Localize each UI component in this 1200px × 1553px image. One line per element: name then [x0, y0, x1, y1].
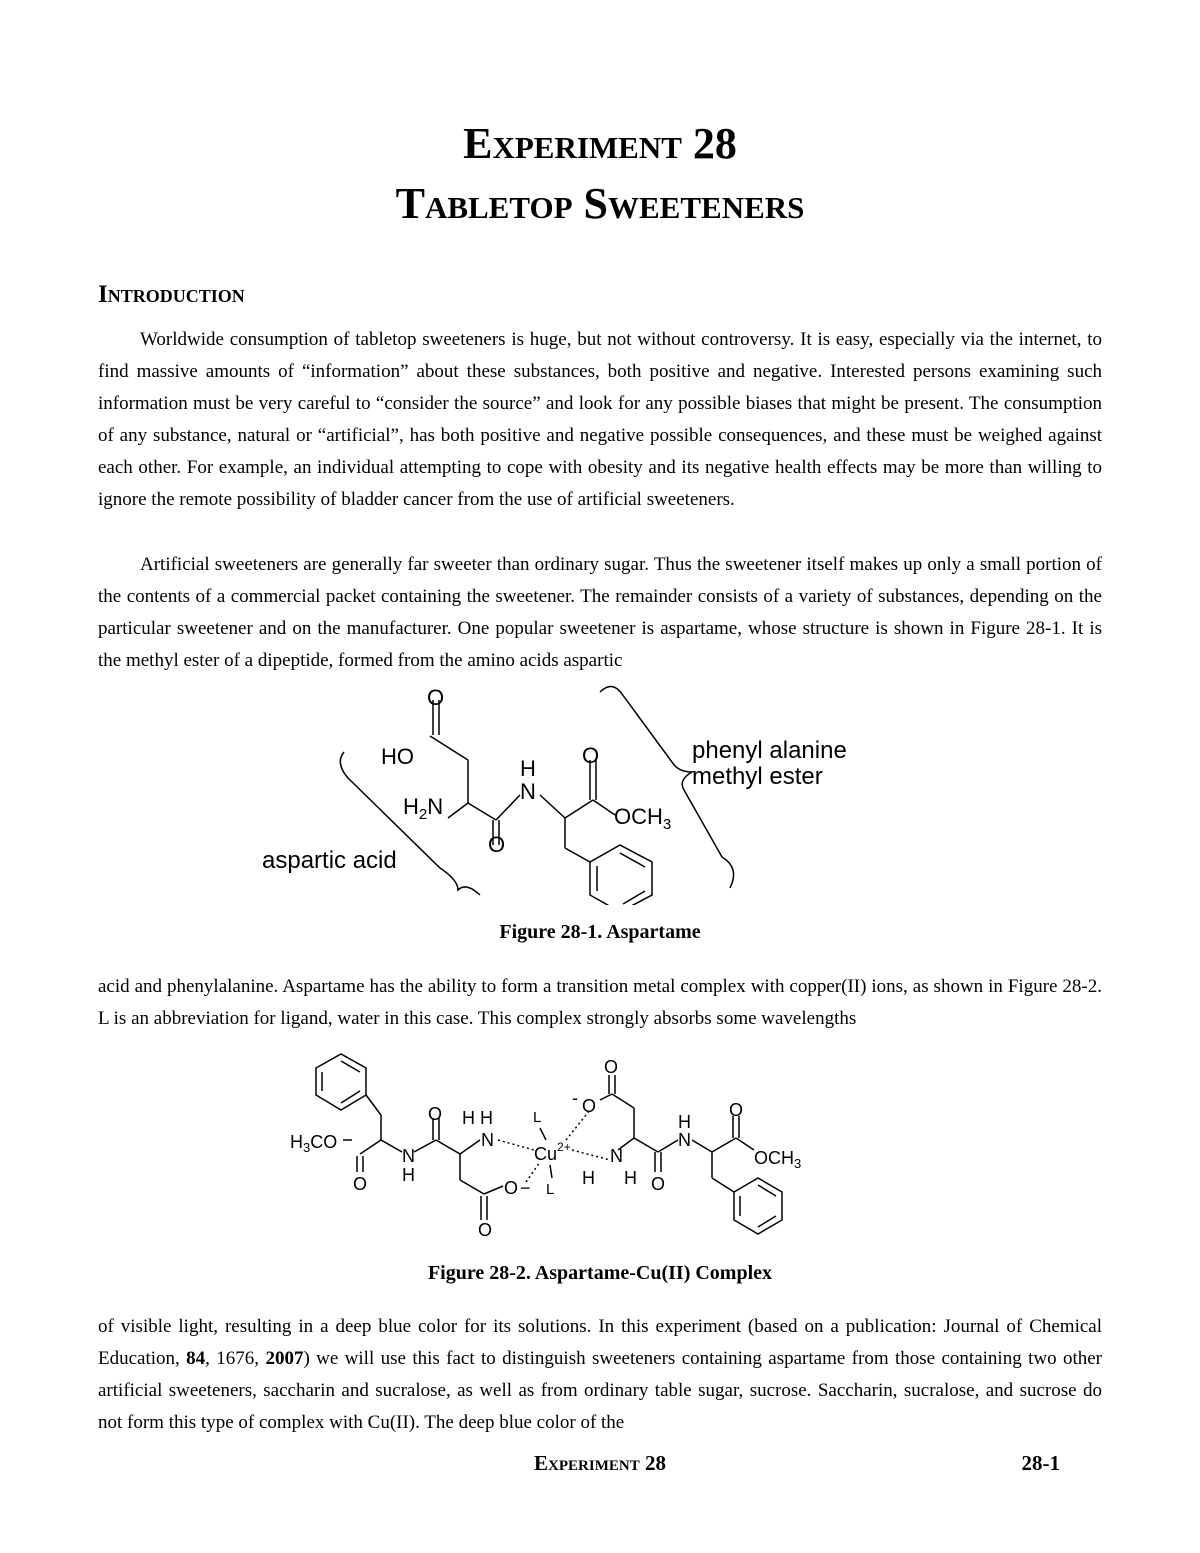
label-phenyl-alanine: phenyl alanine: [692, 737, 847, 764]
atom-label: $H_3CO$: [290, 1132, 338, 1155]
paragraph-2: Artificial sweeteners are generally far sweeter than ordinary sugar. Thus the sweetener itself makes up only a small portion of the contents of a commercial packet containing the sweetener. The remainder consists of a variety of substances, depending on the particular sweetener and on the manufacturer. One popular sweetener is aspartame, whose structure is shown in Figure 28-1. It is the methyl ester of a dipeptide, formed from the amino acids aspartic: [98, 554, 1102, 671]
journal-volume: 84: [186, 1348, 206, 1369]
figure-aspartame-copper-complex: [0, 1050, 1200, 1250]
bond: [600, 1094, 612, 1100]
bond: [360, 1140, 381, 1154]
bond: [620, 853, 645, 867]
bond: [366, 1095, 381, 1115]
atom-label: O: [488, 832, 506, 857]
journal-year: 2007: [265, 1348, 304, 1369]
coordination-bond: [572, 1150, 610, 1160]
bond: [414, 1140, 436, 1152]
experiment-number-title: Experiment 28: [463, 119, 737, 168]
section-heading-introduction: Introduction: [98, 281, 245, 308]
bond: [658, 1140, 678, 1152]
atom-label: O: [582, 743, 600, 768]
bond: [436, 1140, 460, 1154]
atom-label: N: [610, 1146, 623, 1166]
bond: [540, 795, 565, 818]
label-methyl-ester: methyl ester: [692, 763, 823, 790]
bond: [612, 1094, 634, 1108]
atom-label: -: [572, 1088, 578, 1108]
bond: [430, 736, 468, 760]
footer-experiment: Experiment 28: [534, 1451, 666, 1475]
bond: [540, 1128, 546, 1140]
atom-label: O: [604, 1057, 619, 1077]
atom-label: O: [427, 685, 445, 710]
atom-label: $Cu^{2+}$: [534, 1140, 571, 1164]
paragraph-3: acid and phenylalanine. Aspartame has the ability to form a transition metal complex with copper(II) ions, as shown in Figure 28-2. L is an abbreviation for ligand, water in this case. This complex strongly absorbs some wavelengths: [98, 976, 1102, 1029]
footer-page-number: 28-1: [1021, 1451, 1060, 1475]
bond: [593, 800, 615, 815]
benzene-ring-right: [734, 1178, 782, 1234]
bond: [468, 803, 496, 820]
bond: [496, 795, 520, 820]
atom-label: $OCH_3$: [614, 804, 672, 833]
bond: [712, 1178, 734, 1192]
atom-label: H: [678, 1112, 691, 1132]
figure-aspartame-structure: [0, 680, 1200, 905]
atom-label: O: [582, 1096, 597, 1116]
atom-label: O: [353, 1174, 368, 1194]
bond: [460, 1140, 480, 1154]
bond: [736, 1138, 754, 1150]
atom-label: O: [478, 1220, 493, 1240]
bond: [634, 1138, 658, 1152]
bond: [381, 1140, 402, 1152]
atom-label: $H_2N$: [403, 794, 444, 823]
atom-label: N: [520, 779, 536, 804]
figure-2-caption: Figure 28-2. Aspartame-Cu(II) Complex: [427, 1262, 773, 1284]
atom-label: O: [651, 1174, 666, 1194]
atom-label: N: [678, 1130, 691, 1150]
bond: [484, 1186, 503, 1194]
atom-label: H: [480, 1108, 493, 1128]
coordination-bond: [498, 1140, 534, 1150]
atom-label: H: [520, 756, 536, 781]
bond: [550, 1165, 552, 1178]
figure-1-caption: Figure 28-1. Aspartame: [499, 921, 701, 943]
atom-label: $OCH_3$: [754, 1148, 802, 1171]
atom-label: H: [462, 1108, 475, 1128]
atom-label: H: [624, 1168, 637, 1188]
atom-label: O: [428, 1104, 443, 1124]
atom-label: L: [533, 1109, 542, 1126]
atom-label: HO: [381, 744, 414, 769]
paragraph-4: of visible light, resulting in a deep blue color for its solutions. In this experiment (based on a publication: Journal of Chemical Education, 84, 1676, 2007) we will use this fact to distinguish sweeteners containing aspartame from those containing two other artificial sweeteners, saccharin and sucralose, as well as from ordinary table sugar, sucrose. Saccharin, sucralose, and sucrose do not form this type of complex with Cu(II). The deep blue color of the: [98, 1316, 1102, 1433]
atom-label: H: [582, 1168, 595, 1188]
bond: [623, 891, 645, 904]
atom-label: N: [481, 1130, 494, 1150]
atom-label: N: [402, 1146, 415, 1166]
bond: [565, 800, 593, 818]
atom-label: O: [729, 1100, 744, 1120]
bond: [692, 1140, 712, 1152]
experiment-title: Tabletop Sweeteners: [395, 179, 805, 228]
benzene-ring-left: [316, 1054, 366, 1110]
bond: [341, 1091, 360, 1103]
bond: [460, 1180, 484, 1194]
bond: [565, 848, 590, 862]
bond: [712, 1138, 736, 1152]
atom-label: O −: [504, 1178, 531, 1198]
label-aspartic-acid: aspartic acid: [262, 847, 397, 874]
paragraph-1: Worldwide consumption of tabletop sweeteners is huge, but not without controversy. It is easy, especially via the internet, to find massive amounts of “information” about these substances, both positive and negative. Interested persons examining such information must be very careful to “consider the source” and look for any possible biases that might be present. The consumption of any substance, natural or “artificial”, has both positive and negative possible consequences, and these must be weighed against each other. For example, an individual attempting to cope with obesity and its negative health effects may be more than willing to ignore the remote possibility of bladder cancer from the use of artificial sweeteners.: [98, 329, 1102, 510]
bond: [448, 803, 468, 818]
atom-label: H: [402, 1165, 415, 1185]
atom-label: L: [546, 1181, 555, 1198]
